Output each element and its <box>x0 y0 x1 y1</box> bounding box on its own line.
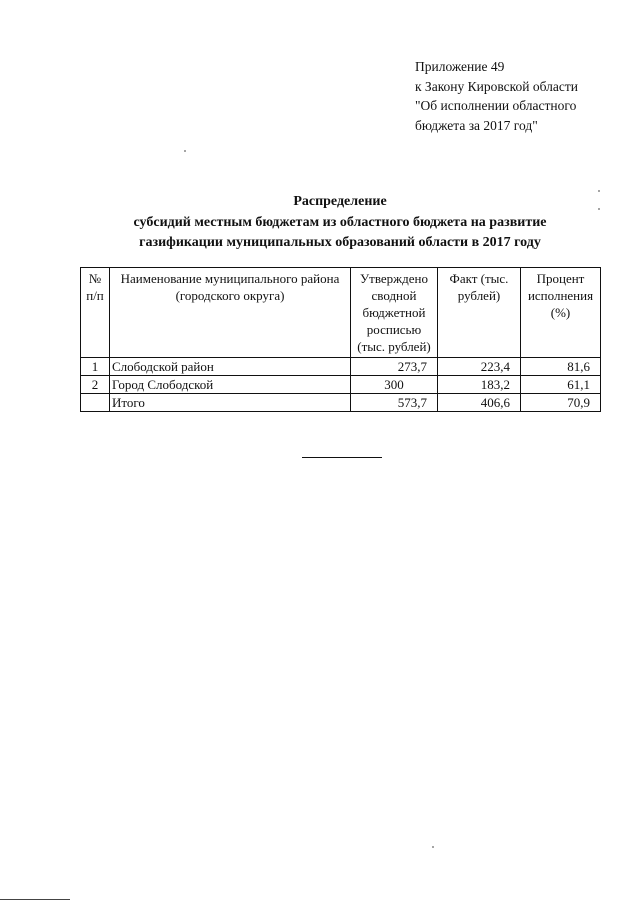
appendix-line: "Об исполнении областного <box>415 98 577 113</box>
scan-edge-line <box>0 899 70 900</box>
scan-speck <box>184 150 186 152</box>
cell-fact: 223,4 <box>438 358 521 376</box>
cell-percent: 61,1 <box>521 376 601 394</box>
header-fact: Факт (тыс. рублей) <box>438 268 521 358</box>
header-approved: Утверждено сводной бюджетной росписью (тыс. рублей) <box>351 268 438 358</box>
scan-speck <box>598 208 600 210</box>
table-row <box>81 358 601 376</box>
cell-approved: 300 <box>351 376 438 394</box>
appendix-line: бюджета за 2017 год" <box>415 117 538 133</box>
title-line: субсидий местным бюджетам из областного бюджета на развитие <box>133 214 547 230</box>
scan-speck <box>432 846 434 848</box>
cell-approved: 273,7 <box>351 358 438 376</box>
appendix-note <box>415 57 578 135</box>
cell-name: Город Слободской <box>110 376 351 394</box>
cell-fact: 406,6 <box>438 394 521 412</box>
cell-approved: 573,7 <box>351 394 438 412</box>
table-row <box>81 376 601 394</box>
table-header-row <box>81 268 601 358</box>
header-percent: Процент исполнения (%) <box>521 268 601 358</box>
cell-name: Слободской район <box>110 358 351 376</box>
subsidy-table <box>80 267 601 412</box>
header-name: Наименование муниципального района (городского округа) <box>110 268 351 358</box>
appendix-line: к Закону Кировской области <box>415 78 579 94</box>
cell-num: 2 <box>81 376 110 394</box>
title-line: Распределение <box>293 194 387 209</box>
appendix-line: Приложение 49 <box>415 59 505 74</box>
cell-name: Итого <box>110 394 351 412</box>
table-row-total <box>81 394 601 412</box>
closing-divider <box>302 457 382 458</box>
cell-num <box>81 394 110 412</box>
scan-speck <box>598 190 600 192</box>
title-line: газификации муниципальных образований области в 2017 году <box>139 235 541 250</box>
header-num: № п/п <box>81 268 110 358</box>
cell-percent: 70,9 <box>521 394 601 412</box>
cell-fact: 183,2 <box>438 376 521 394</box>
document-title <box>80 192 600 254</box>
cell-num: 1 <box>81 358 110 376</box>
cell-percent: 81,6 <box>521 358 601 376</box>
